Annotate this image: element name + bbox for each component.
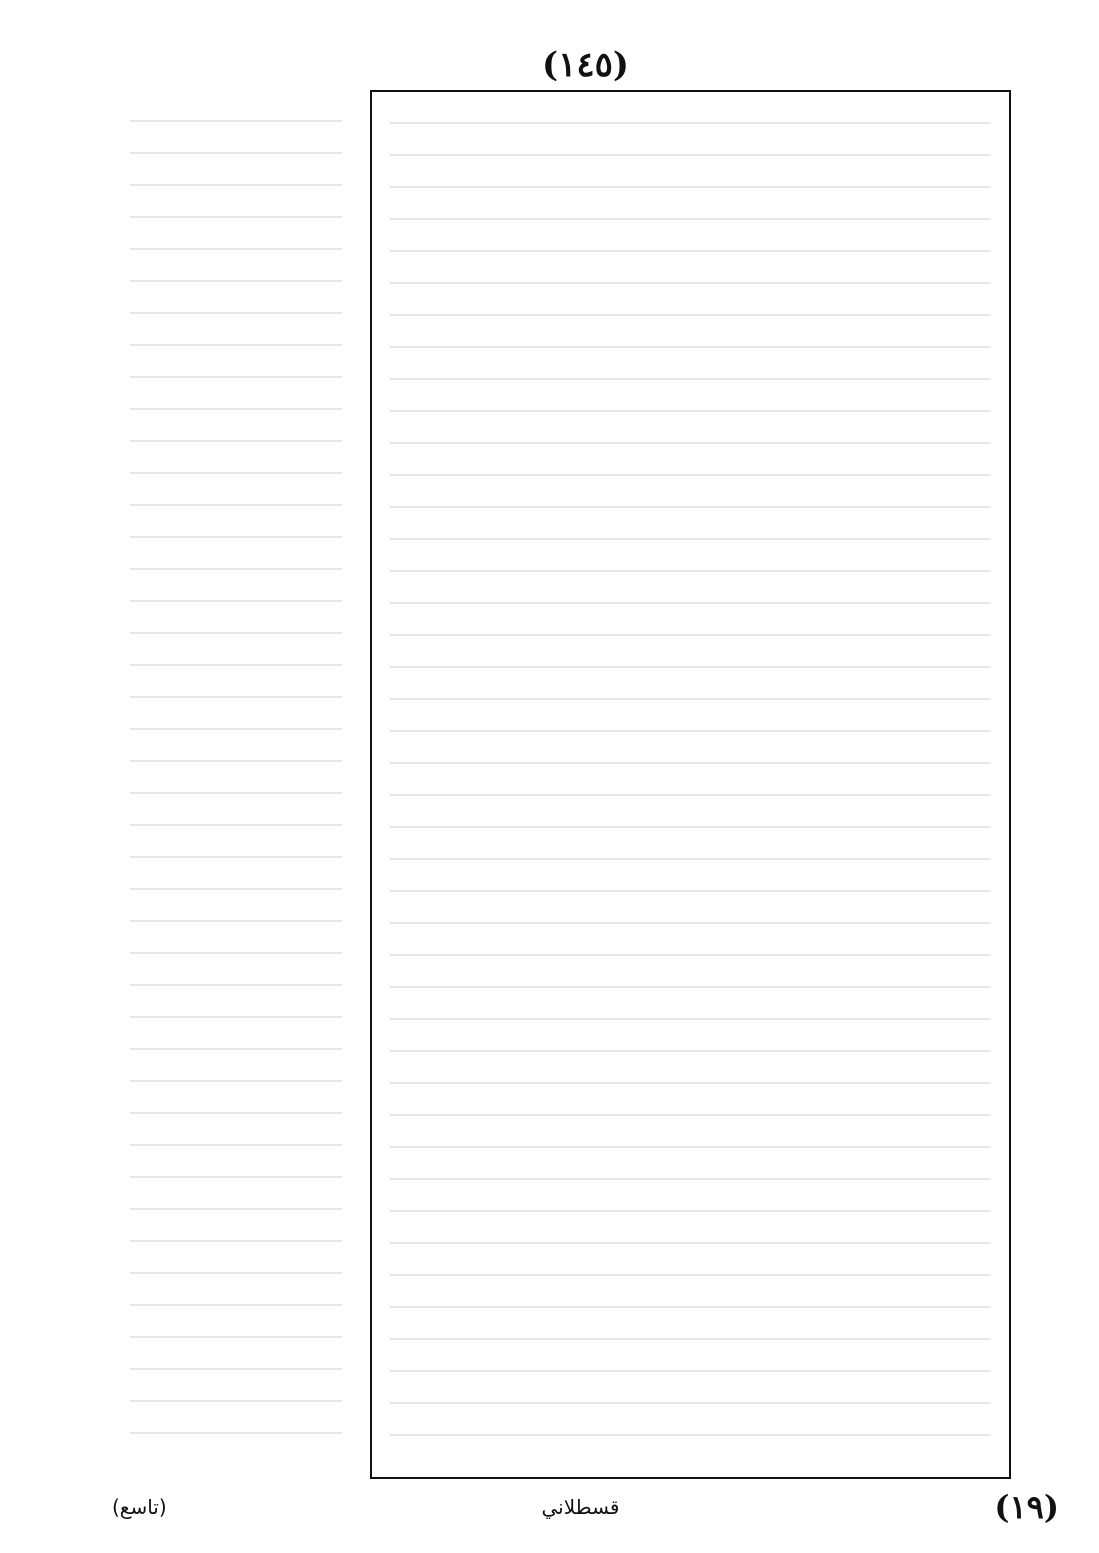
side-column xyxy=(112,90,360,1479)
main-column xyxy=(370,90,1011,1479)
footer xyxy=(112,1483,1059,1531)
footer-label: قسطلاني xyxy=(541,1495,620,1519)
header xyxy=(112,40,1059,90)
footer-volume: (تاسع) xyxy=(112,1495,167,1519)
main-text-placeholder xyxy=(372,92,1009,1477)
signature-number: (١٩) xyxy=(994,1488,1059,1526)
page-number: (١٤٥) xyxy=(542,45,629,85)
side-text-placeholder xyxy=(112,90,360,1479)
